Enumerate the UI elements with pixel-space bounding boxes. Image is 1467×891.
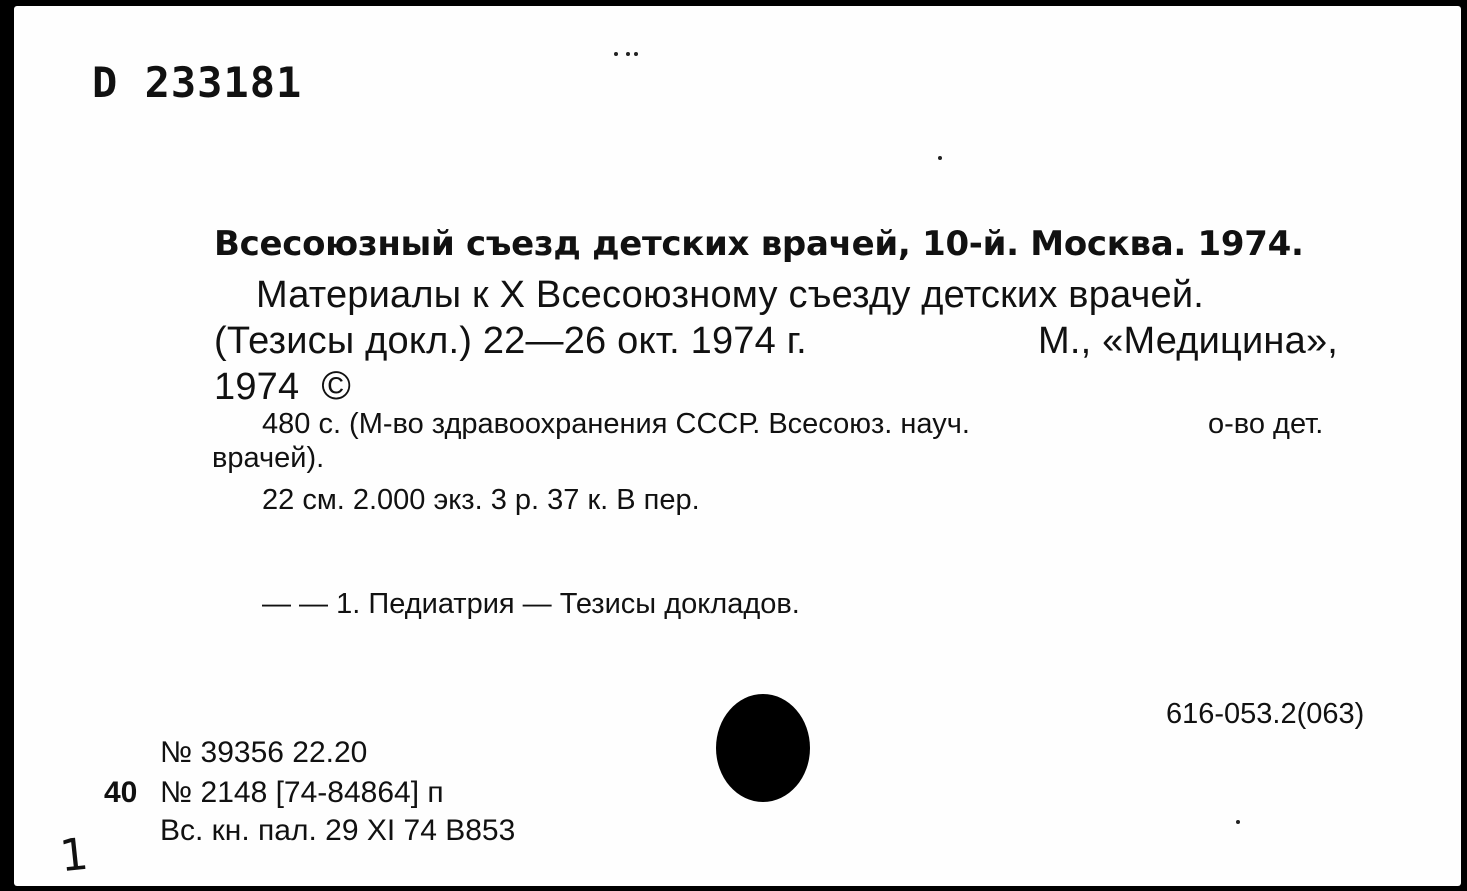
pages-description-continued: врачей). xyxy=(212,442,325,474)
pages-description-tail: о-во дет. xyxy=(1208,408,1324,440)
publication-year: 1974 xyxy=(214,366,300,408)
size-price-line: 22 см. 2.000 экз. 3 р. 37 к. В пер. xyxy=(262,484,700,516)
publisher-line: М., «Медицина», xyxy=(1038,320,1339,362)
punch-hole xyxy=(716,694,810,802)
subject-heading: — — 1. Педиатрия — Тезисы докладов. xyxy=(262,588,800,620)
speck xyxy=(626,52,630,56)
speck xyxy=(614,52,618,56)
card-id: D 233181 xyxy=(92,58,303,107)
registration-number: № 2148 [74-84864] п xyxy=(160,776,444,809)
pencil-mark: 1 xyxy=(57,828,91,883)
theses-line: (Тезисы докл.) 22—26 окт. 1974 г. xyxy=(214,320,807,362)
speck xyxy=(1236,820,1240,824)
chamber-imprint: Вс. кн. пал. 29 XI 74 В853 xyxy=(160,814,516,847)
speck xyxy=(938,156,942,160)
count-prefix: 40 xyxy=(104,776,138,809)
card-title: Всесоюзный съезд детских врачей, 10-й. Москва. 1974. xyxy=(214,224,1304,264)
pages-description: 480 с. (М-во здравоохранения СССР. Всесоюз. науч. xyxy=(262,408,970,440)
inventory-number: № 39356 22.20 xyxy=(160,736,368,769)
catalog-card xyxy=(14,6,1461,886)
speck xyxy=(634,52,638,56)
udc-code: 616-053.2(063) xyxy=(1166,698,1365,730)
materials-line: Материалы к X Всесоюзному съезду детских врачей. xyxy=(256,274,1205,316)
year-line xyxy=(214,364,351,409)
copyright-icon: © xyxy=(321,364,352,408)
